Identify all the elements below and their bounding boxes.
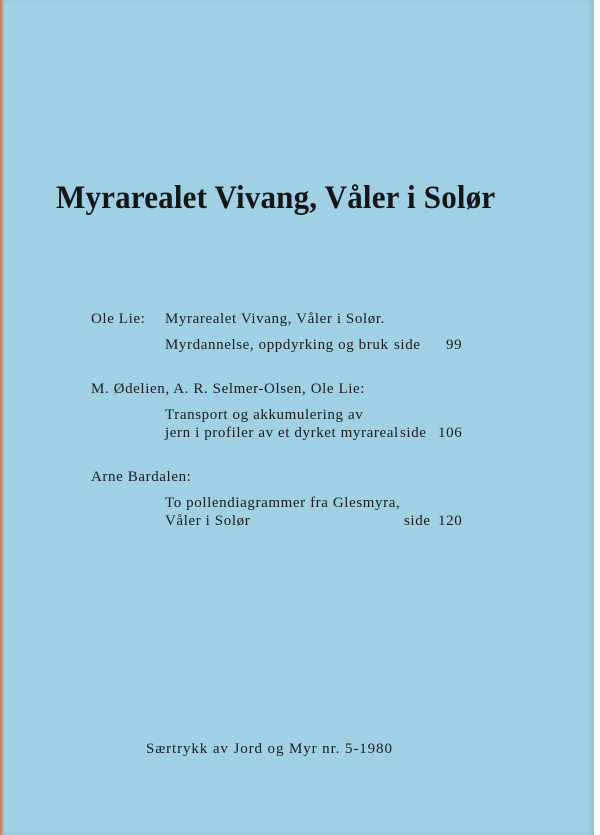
entry-1-title-line1: Myrarealet Vivang, Våler i Solør. (165, 311, 385, 327)
entry-3-title-line2: Våler i Solør (165, 513, 251, 529)
entry-1-page-label: side (394, 337, 421, 353)
entry-3-page-number: 120 (438, 513, 463, 529)
entry-1-author: Ole Lie: (91, 311, 146, 327)
entry-1-title-line2: Myrdannelse, oppdyrking og bruk (165, 337, 389, 353)
entry-3-title-line1: To pollendiagrammer fra Glesmyra, (165, 495, 401, 511)
entry-2-page-label: side (400, 425, 427, 441)
cover-title: Myrarealet Vivang, Våler i Solør (56, 180, 496, 216)
entry-2-author: M. Ødelien, A. R. Selmer-Olsen, Ole Lie: (91, 381, 366, 397)
entry-2-page-number: 106 (438, 425, 463, 441)
entry-1-page-number: 99 (446, 337, 463, 353)
entry-3-page-label: side (404, 513, 431, 529)
entry-3-author: Arne Bardalen: (91, 469, 192, 485)
entry-2-title-line1: Transport og akkumulering av (165, 407, 364, 423)
reprint-footer: Særtrykk av Jord og Myr nr. 5-1980 (146, 741, 393, 757)
entry-2-title-line2: jern i profiler av et dyrket myrareal (165, 425, 399, 441)
